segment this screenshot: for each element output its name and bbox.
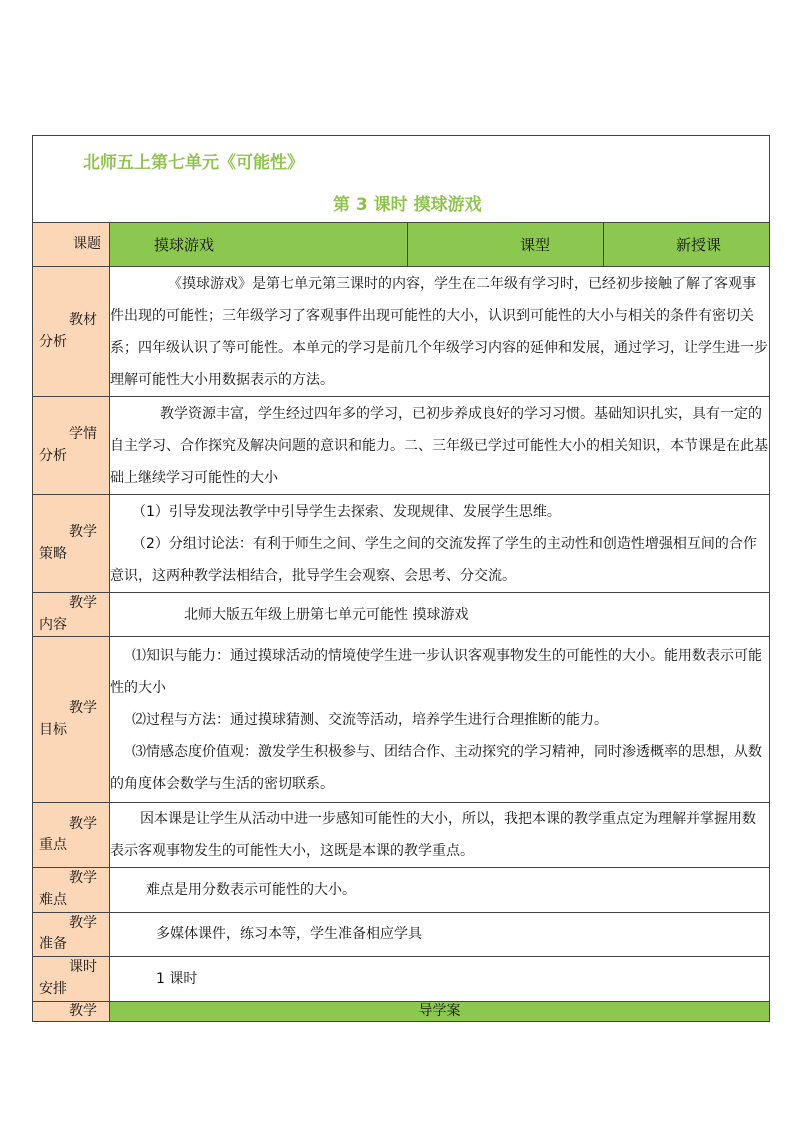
content-label-1: 教学	[69, 595, 97, 611]
focus-row	[33, 803, 770, 868]
lesson-plan-table	[32, 135, 770, 1022]
learner-row	[33, 397, 770, 495]
prep-row	[33, 912, 770, 956]
learner-label-2: 分析	[39, 447, 67, 464]
learner-text: 教学资源丰富，学生经过四年多的学习，已初步养成良好的学习习惯。基础知识扎实，具有一定的自主学习、合作探究及解决问题的意识和能力。二、三年级已学过可能性大小的相关知识，本节课是在此基础上继续学习可能性的大小	[110, 405, 768, 486]
title-row	[33, 136, 770, 223]
difficulty-label-1: 教学	[69, 870, 97, 887]
goals-text-cell	[110, 637, 770, 803]
document-title: 北师五上第七单元《可能性》	[83, 153, 304, 173]
strategy-label-2: 策略	[39, 545, 67, 562]
focus-text: 因本课是让学生从活动中进一步感知可能性的大小，所以，我把本课的教学重点定为理解并掌握用数表示客观事物发生的可能性大小，这既是本课的教学重点。	[110, 811, 756, 860]
course-value: 摸球游戏	[110, 223, 408, 267]
goals-row	[33, 637, 770, 803]
material-label-1: 教材	[69, 311, 97, 328]
material-label-2: 分析	[39, 333, 67, 350]
course-type-value: 新授课	[604, 223, 770, 267]
difficulty-text: 难点是用分数表示可能性的大小。	[110, 868, 770, 912]
schedule-label-2: 安排	[39, 980, 67, 997]
process-value: 导学案	[110, 1001, 770, 1021]
content-row	[33, 593, 770, 637]
focus-label-2: 重点	[39, 837, 67, 854]
content-label-cell	[33, 593, 110, 637]
strategy-label-cell	[33, 495, 110, 593]
course-label: 课题	[73, 235, 101, 252]
material-label-cell	[33, 267, 110, 397]
goals-item-1: ⑴知识与能力：通过摸球活动的情境使学生进一步认识客观事物发生的可能性的大小。能用数表示可能性的大小	[110, 647, 762, 696]
focus-label-cell	[33, 803, 110, 868]
goals-label-1: 教学	[69, 700, 97, 717]
process-label: 教学	[69, 1003, 97, 1019]
focus-label-1: 教学	[69, 815, 97, 832]
learner-label-cell	[33, 397, 110, 495]
strategy-row	[33, 495, 770, 593]
lesson-subtitle: 第 3 课时 摸球游戏	[333, 195, 482, 215]
strategy-item-2: （2）分组讨论法：有利于师生之间、学生之间的交流发挥了学生的主动性和创造性增强相互间的合作意识，这两种教学法相结合，批导学生会观察、会思考、分交流。	[110, 535, 757, 584]
difficulty-label-cell	[33, 868, 110, 912]
material-text: 《摸球游戏》是第七单元第三课时的内容，学生在二年级有学习时，已经初步接触了解了客观事件出现的可能性；三年级学习了客观事件出现可能性的大小，认识到可能性的大小与相关的条件有密切关系；四年级认识了等可能性。本单元的学习是前几个年级学习内容的延伸和发展，通过学习，让学生进一步理解可能性大小用数据表示的方法。	[110, 275, 768, 388]
schedule-row	[33, 957, 770, 1001]
content-label-2: 内容	[39, 616, 67, 633]
course-label-cell	[33, 223, 110, 267]
goals-label-2: 目标	[39, 721, 67, 738]
course-row	[33, 223, 770, 267]
process-label-cell	[33, 1001, 110, 1021]
prep-text: 多媒体课件，练习本等，学生准备相应学具	[110, 912, 770, 956]
process-row	[33, 1001, 770, 1021]
focus-text-cell	[110, 803, 770, 868]
learner-label-1: 学情	[69, 425, 97, 442]
material-row	[33, 267, 770, 397]
learner-text-cell	[110, 397, 770, 495]
prep-label-1: 教学	[69, 914, 97, 931]
goals-label-cell	[33, 637, 110, 803]
schedule-label-1: 课时	[69, 959, 97, 976]
goals-item-2: ⑵过程与方法：通过摸球猜测、交流等活动，培养学生进行合理推断的能力。	[132, 711, 608, 728]
content-text: 北师大版五年级上册第七单元可能性 摸球游戏	[110, 593, 770, 637]
title-cell	[33, 136, 770, 223]
difficulty-label-2: 难点	[39, 892, 67, 909]
course-type-label: 课型	[408, 223, 604, 267]
prep-label-cell	[33, 912, 110, 956]
strategy-label-1: 教学	[69, 523, 97, 540]
schedule-label-cell	[33, 957, 110, 1001]
prep-label-2: 准备	[39, 936, 67, 953]
difficulty-row	[33, 868, 770, 912]
goals-item-3: ⑶情感态度价值观：激发学生积极参与、团结合作、主动探究的学习精神，同时渗透概率的思想，从数的角度体会数学与生活的密切联系。	[110, 743, 762, 792]
strategy-item-1: （1）引导发现法教学中引导学生去探索、发现规律、发展学生思维。	[132, 503, 561, 520]
material-text-cell	[110, 267, 770, 397]
strategy-text-cell	[110, 495, 770, 593]
schedule-text: 1 课时	[110, 957, 770, 1001]
